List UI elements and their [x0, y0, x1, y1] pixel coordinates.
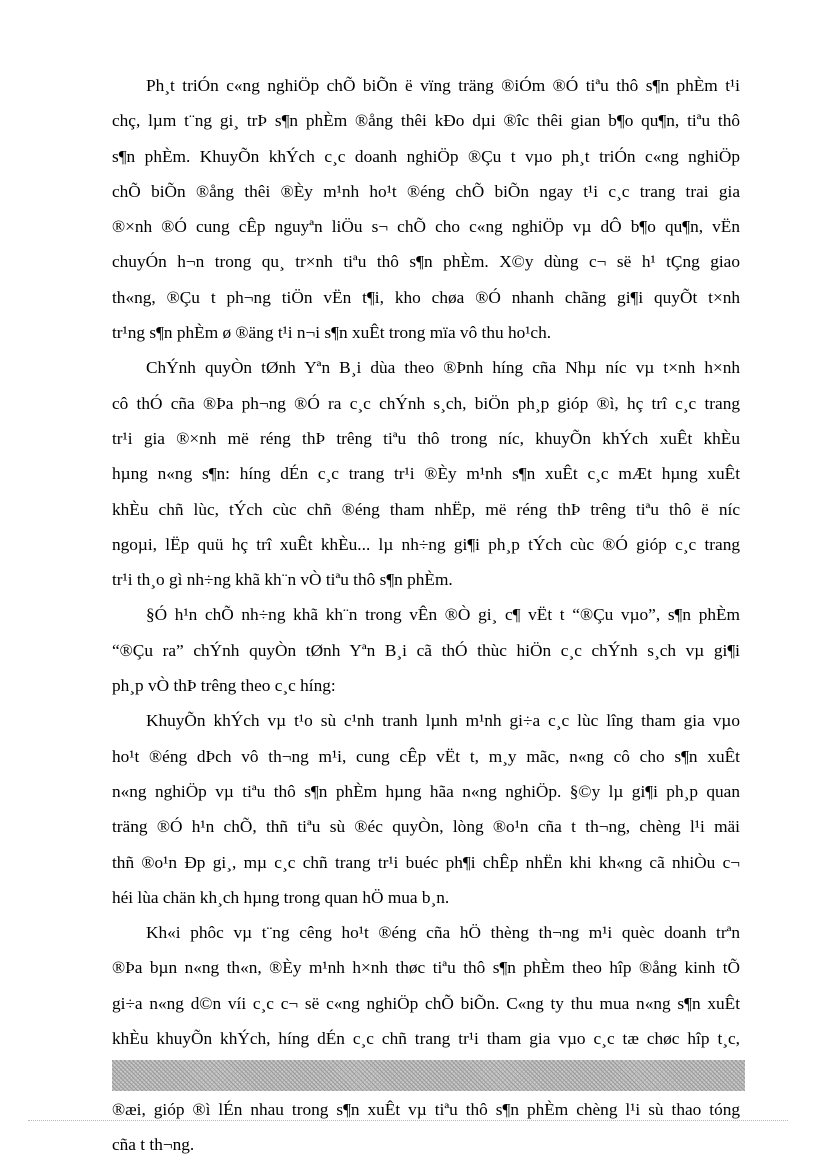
paragraph: [112, 703, 740, 915]
page-bottom-border: [28, 1120, 788, 1121]
text-line: khÈu chñ lùc, tÝch cùc chñ ®éng tham nhËp, më réng thÞ trêng tiªu thô ë níc: [112, 499, 740, 519]
document-body: [112, 68, 740, 1162]
text-line: Ph¸t triÓn c«ng nghiÖp chÕ biÕn ë vïng träng ®iÓm ®Ó tiªu thô s¶n phÈm t¹i: [146, 76, 740, 95]
text-line: KhuyÕn khÝch vµ t¹o sù c¹nh tranh lµnh m¹nh gi÷a c¸c lùc lîng tham gia vµo: [146, 711, 740, 731]
text-line: hµng n«ng s¶n: híng dÉn c¸c trang tr¹i ®Èy m¹nh s¶n xuÊt c¸c mÆt hµng xuÊt: [112, 464, 740, 484]
text-line: “®Çu ra” chÝnh quyÒn tØnh Yªn B¸i cã thÓ thùc hiÖn c¸c chÝnh s¸ch vµ gi¶i: [112, 640, 740, 660]
text-line: chuyÓn h¬n trong qu¸ tr×nh tiªu thô s¶n phÈm. X©y dùng c¬ së h¹ tÇng giao: [112, 252, 740, 272]
text-line: tr¹ng s¶n phÈm ø ®äng t¹i n¬i s¶n xuÊt trong mïa vô thu ho¹ch.: [112, 323, 552, 343]
text-line: héi lùa chän kh¸ch hµng trong quan hÖ mua b¸n.: [112, 887, 450, 907]
text-line: s¶n phÈm. KhuyÕn khÝch c¸c doanh nghiÖp ®Çu t vµo ph¸t triÓn c«ng nghiÖp: [112, 146, 740, 166]
text-line: chÕ biÕn ®ång thêi ®Èy m¹nh ho¹t ®éng chÕ biÕn ngay t¹i c¸c trang trai gia: [112, 181, 740, 201]
text-line: ®×nh ®Ó cung cÊp nguyªn liÖu s¬ chÕ cho c«ng nghiÖp vµ dÔ b¶o qu¶n, vËn: [112, 217, 740, 237]
text-line: gi÷a n«ng d©n víi c¸c c¬ së c«ng nghiÖp chÕ biÕn. C«ng ty thu mua n«ng s¶n xuÊt: [112, 993, 740, 1013]
paragraph: [112, 597, 740, 703]
text-line: ngoµi, lËp quü hç trî xuÊt khÈu... lµ nh÷ng gi¶i ph¸p tÝch cùc ®Ó gióp c¸c trang: [112, 534, 740, 554]
text-line: chç, lµm t¨ng gi¸ trÞ s¶n phÈm ®ång thêi kÐo dµi ®îc thêi gian b¶o qu¶n, tiªu thô: [112, 111, 740, 131]
text-line: th«ng, ®Çu t ph¬ng tiÖn vËn t¶i, kho chøa ®Ó nhanh chãng gi¶i quyÕt t×nh: [112, 287, 740, 307]
text-line: §Ó h¹n chÕ nh÷ng khã kh¨n trong vÊn ®Ò gi¸ c¶ vËt t “®Çu vµo”, s¶n phÈm: [146, 605, 740, 625]
text-line: ®æi, gióp ®ì lÉn nhau trong s¶n xuÊt vµ tiªu thô s¶n phÈm chèng l¹i sù thao tóng: [112, 1099, 740, 1119]
text-line: tr¹i gia ®×nh më réng thÞ trêng tiªu thô trong níc, khuyÕn khÝch xuÊt khÈu: [112, 428, 740, 448]
text-line: ChÝnh quyÒn tØnh Yªn B¸i dùa theo ®Þnh híng cña Nhµ níc vµ t×nh h×nh: [146, 358, 740, 378]
text-line: n«ng nghiÖp vµ tiªu thô s¶n phÈm hµng hãa n«ng nghiÖp. §©y lµ gi¶i ph¸p quan: [112, 781, 740, 801]
text-line: cô thÓ cña ®Þa ph¬ng ®Ó ra c¸c chÝnh s¸ch, biÖn ph¸p gióp ®ì, hç trî c¸c trang: [112, 393, 740, 413]
text-line: thñ ®o¹n Ðp gi¸, mµ c¸c chñ trang tr¹i buéc ph¶i chÊp nhËn khi kh«ng cã nhiÒu c¬: [112, 852, 740, 872]
paragraph: [112, 350, 740, 597]
text-line: Kh«i phôc vµ t¨ng cêng ho¹t ®éng cña hÖ thèng th¬ng m¹i quèc doanh trªn: [146, 923, 740, 943]
text-line: ph¸p vÒ thÞ trêng theo c¸c híng:: [112, 676, 336, 696]
paragraph: [112, 68, 740, 350]
text-line: träng ®Ó h¹n chÕ, thñ tiªu sù ®éc quyÒn, lòng ®o¹n cña t th¬ng, chèng l¹i mäi: [112, 817, 740, 837]
text-line: cña t th¬ng.: [112, 1134, 195, 1154]
text-line: khÈu khuyÕn khÝch, híng dÉn c¸c chñ trang tr¹i tham gia vµo c¸c tæ chøc hîp t¸c,: [112, 1029, 740, 1049]
text-line: ho¹t ®éng dÞch vô th¬ng m¹i, cung cÊp vËt t, m¸y mãc, n«ng cô cho s¶n xuÊt: [112, 746, 740, 766]
paragraph: [112, 915, 740, 1162]
footer-shaded-band: [112, 1060, 745, 1091]
text-line: tr¹i th¸o gì nh÷ng khã kh¨n vÒ tiªu thô s¶n phÈm.: [112, 570, 453, 590]
text-line: ®Þa bµn n«ng th«n, ®Èy m¹nh h×nh thøc tiªu thô s¶n phÈm theo hîp ®ång kinh tÕ: [112, 958, 740, 978]
